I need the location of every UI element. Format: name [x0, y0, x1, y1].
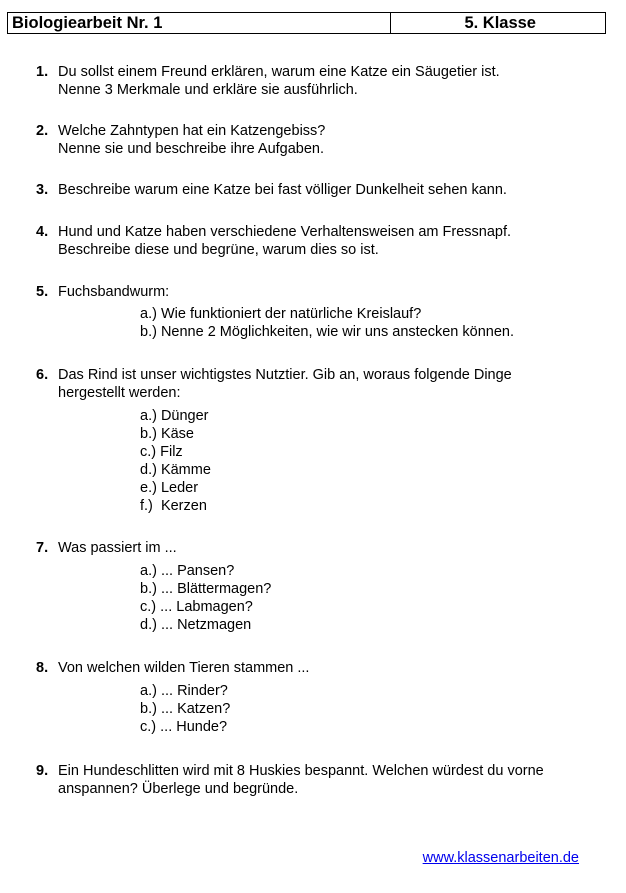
sub-item: a.) ... Rinder? — [140, 683, 228, 699]
question-number: 1. — [36, 64, 49, 80]
question-text: Nenne 3 Merkmale und erkläre sie ausführlich. — [58, 82, 358, 98]
question-text: Hund und Katze haben verschiedene Verhaltensweisen am Fressnapf. — [58, 224, 512, 240]
sub-item: a.) ... Pansen? — [140, 563, 235, 579]
sub-item: f.) Kerzen — [140, 498, 207, 514]
question-text: Nenne sie und beschreibe ihre Aufgaben. — [58, 141, 325, 157]
sub-item: b.) Käse — [140, 426, 194, 442]
question-number: 8. — [36, 660, 49, 676]
question-text: Das Rind ist unser wichtigstes Nutztier. Gib an, woraus folgende Dinge — [58, 367, 512, 383]
sub-item: b.) ... Blättermagen? — [140, 581, 272, 597]
sub-item-list — [140, 407, 211, 515]
sub-item: c.) Filz — [140, 444, 183, 460]
sub-item: a.) Dünger — [140, 408, 209, 424]
question-text: Von welchen wilden Tieren stammen ... — [58, 660, 310, 676]
sub-item: d.) Kämme — [140, 462, 211, 478]
question-number: 3. — [36, 182, 49, 198]
question-number: 6. — [36, 367, 49, 383]
sub-item-list — [140, 682, 230, 736]
sub-item: c.) ... Labmagen? — [140, 599, 253, 615]
sub-item: a.) Wie funktioniert der natürliche Kreislauf? — [140, 306, 422, 322]
question-text: Beschreibe warum eine Katze bei fast völliger Dunkelheit sehen kann. — [58, 182, 507, 198]
sub-item: c.) ... Hunde? — [140, 719, 228, 735]
question-number: 2. — [36, 123, 49, 139]
question-text: hergestellt werden: — [58, 385, 181, 401]
sub-item: b.) ... Katzen? — [140, 701, 231, 717]
sub-item-list — [140, 562, 271, 634]
question-number: 5. — [36, 284, 49, 300]
question-text: Fuchsbandwurm: — [58, 284, 170, 300]
question-text: Ein Hundeschlitten wird mit 8 Huskies bespannt. Welchen würdest du vorne — [58, 763, 544, 779]
question-text: Du sollst einem Freund erklären, warum eine Katze ein Säugetier ist. — [58, 64, 500, 80]
question-text: Welche Zahntypen hat ein Katzengebiss? — [58, 123, 326, 139]
question-number: 4. — [36, 224, 49, 240]
sub-item-list — [140, 305, 514, 341]
question-number: 9. — [36, 763, 49, 779]
question-text: anspannen? Überlege und begründe. — [58, 781, 299, 797]
sub-item: e.) Leder — [140, 480, 199, 496]
header-table — [7, 12, 606, 34]
question-text: Was passiert im ... — [58, 540, 177, 556]
header-subject: Biologiearbeit Nr. 1 — [8, 13, 391, 33]
header-grade: 5. Klasse — [464, 14, 536, 32]
question-number: 7. — [36, 540, 49, 556]
question-text: Beschreibe diese und begrüne, warum dies so ist. — [58, 242, 379, 258]
website-link[interactable]: www.klassenarbeiten.de — [422, 850, 579, 866]
sub-item: b.) Nenne 2 Möglichkeiten, wie wir uns anstecken können. — [140, 324, 514, 340]
sub-item: d.) ... Netzmagen — [140, 617, 252, 633]
